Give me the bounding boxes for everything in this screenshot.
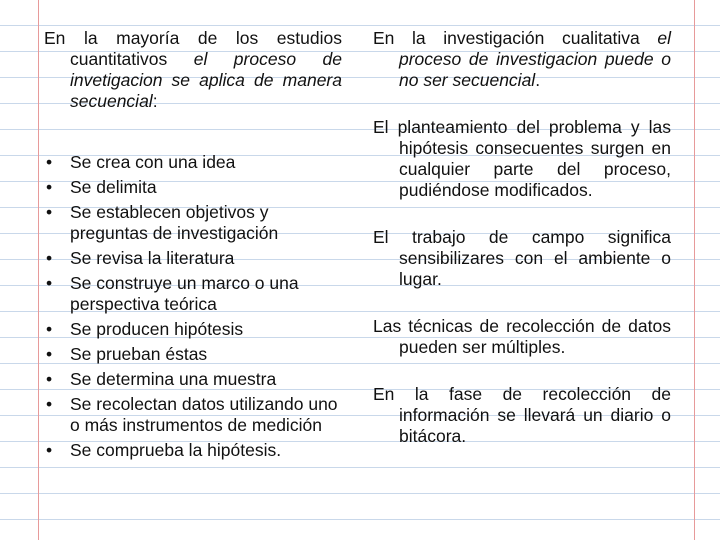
list-item bbox=[44, 273, 342, 315]
list-item bbox=[44, 394, 342, 436]
quantitative-intro bbox=[44, 28, 342, 112]
bullet-icon: • bbox=[46, 152, 53, 172]
list-item bbox=[44, 369, 342, 390]
bullet-icon: • bbox=[46, 369, 53, 389]
step-text: Se determina una muestra bbox=[70, 369, 277, 389]
bullet-icon: • bbox=[46, 177, 53, 197]
quantitative-intro-emphasis: el proceso de invetigacion se aplica de manera secuencial bbox=[70, 49, 342, 111]
step-text: Se prueban éstas bbox=[70, 344, 208, 364]
bullet-icon: • bbox=[46, 248, 53, 268]
list-item bbox=[44, 202, 342, 244]
list-item bbox=[44, 319, 342, 340]
list-item bbox=[44, 248, 342, 269]
qualitative-intro-punct: . bbox=[535, 70, 541, 90]
quantitative-intro-punct: : bbox=[152, 91, 158, 111]
list-item bbox=[44, 177, 342, 198]
qualitative-column bbox=[373, 28, 671, 473]
step-text: Se recolectan datos utilizando uno o más instrumentos de medición bbox=[70, 394, 338, 435]
qualitative-paragraph: En la fase de recolección de información se llevará un diario o bitácora. bbox=[373, 384, 671, 446]
notebook-margin-line-left bbox=[38, 0, 39, 540]
qualitative-paragraph: El planteamiento del problema y las hipótesis consecuentes surgen en cualquier parte del proceso, pudiéndose modificados. bbox=[373, 117, 671, 200]
quantitative-steps-list bbox=[44, 152, 342, 461]
quantitative-column bbox=[44, 28, 342, 465]
step-text: Se comprueba la hipótesis. bbox=[70, 440, 282, 460]
list-item bbox=[44, 152, 342, 173]
qualitative-paragraph bbox=[373, 28, 671, 91]
qualitative-paragraph: Las técnicas de recolección de datos pueden ser múltiples. bbox=[373, 316, 671, 357]
notebook-margin-line-right bbox=[694, 0, 695, 540]
qualitative-paragraph: El trabajo de campo significa sensibilizares con el ambiente o lugar. bbox=[373, 227, 671, 289]
bullet-icon: • bbox=[46, 344, 53, 364]
step-text: Se crea con una idea bbox=[70, 152, 236, 172]
step-text: Se establecen objetivos y preguntas de investigación bbox=[70, 202, 279, 243]
bullet-icon: • bbox=[46, 202, 53, 222]
qualitative-intro-emphasis: el proceso de investigacion puede o no ser secuencial bbox=[399, 28, 671, 90]
bullet-icon: • bbox=[46, 394, 53, 414]
list-item bbox=[44, 344, 342, 365]
list-item bbox=[44, 440, 342, 461]
step-text: Se construye un marco o una perspectiva teórica bbox=[70, 273, 299, 314]
bullet-icon: • bbox=[46, 319, 53, 339]
step-text: Se delimita bbox=[70, 177, 157, 197]
bullet-icon: • bbox=[46, 440, 53, 460]
step-text: Se producen hipótesis bbox=[70, 319, 244, 339]
step-text: Se revisa la literatura bbox=[70, 248, 235, 268]
qualitative-intro-text: En la investigación cualitativa bbox=[373, 28, 658, 48]
quantitative-intro-text: En la mayoría de los estudios cuantitativos bbox=[44, 28, 342, 69]
bullet-icon: • bbox=[46, 273, 53, 293]
